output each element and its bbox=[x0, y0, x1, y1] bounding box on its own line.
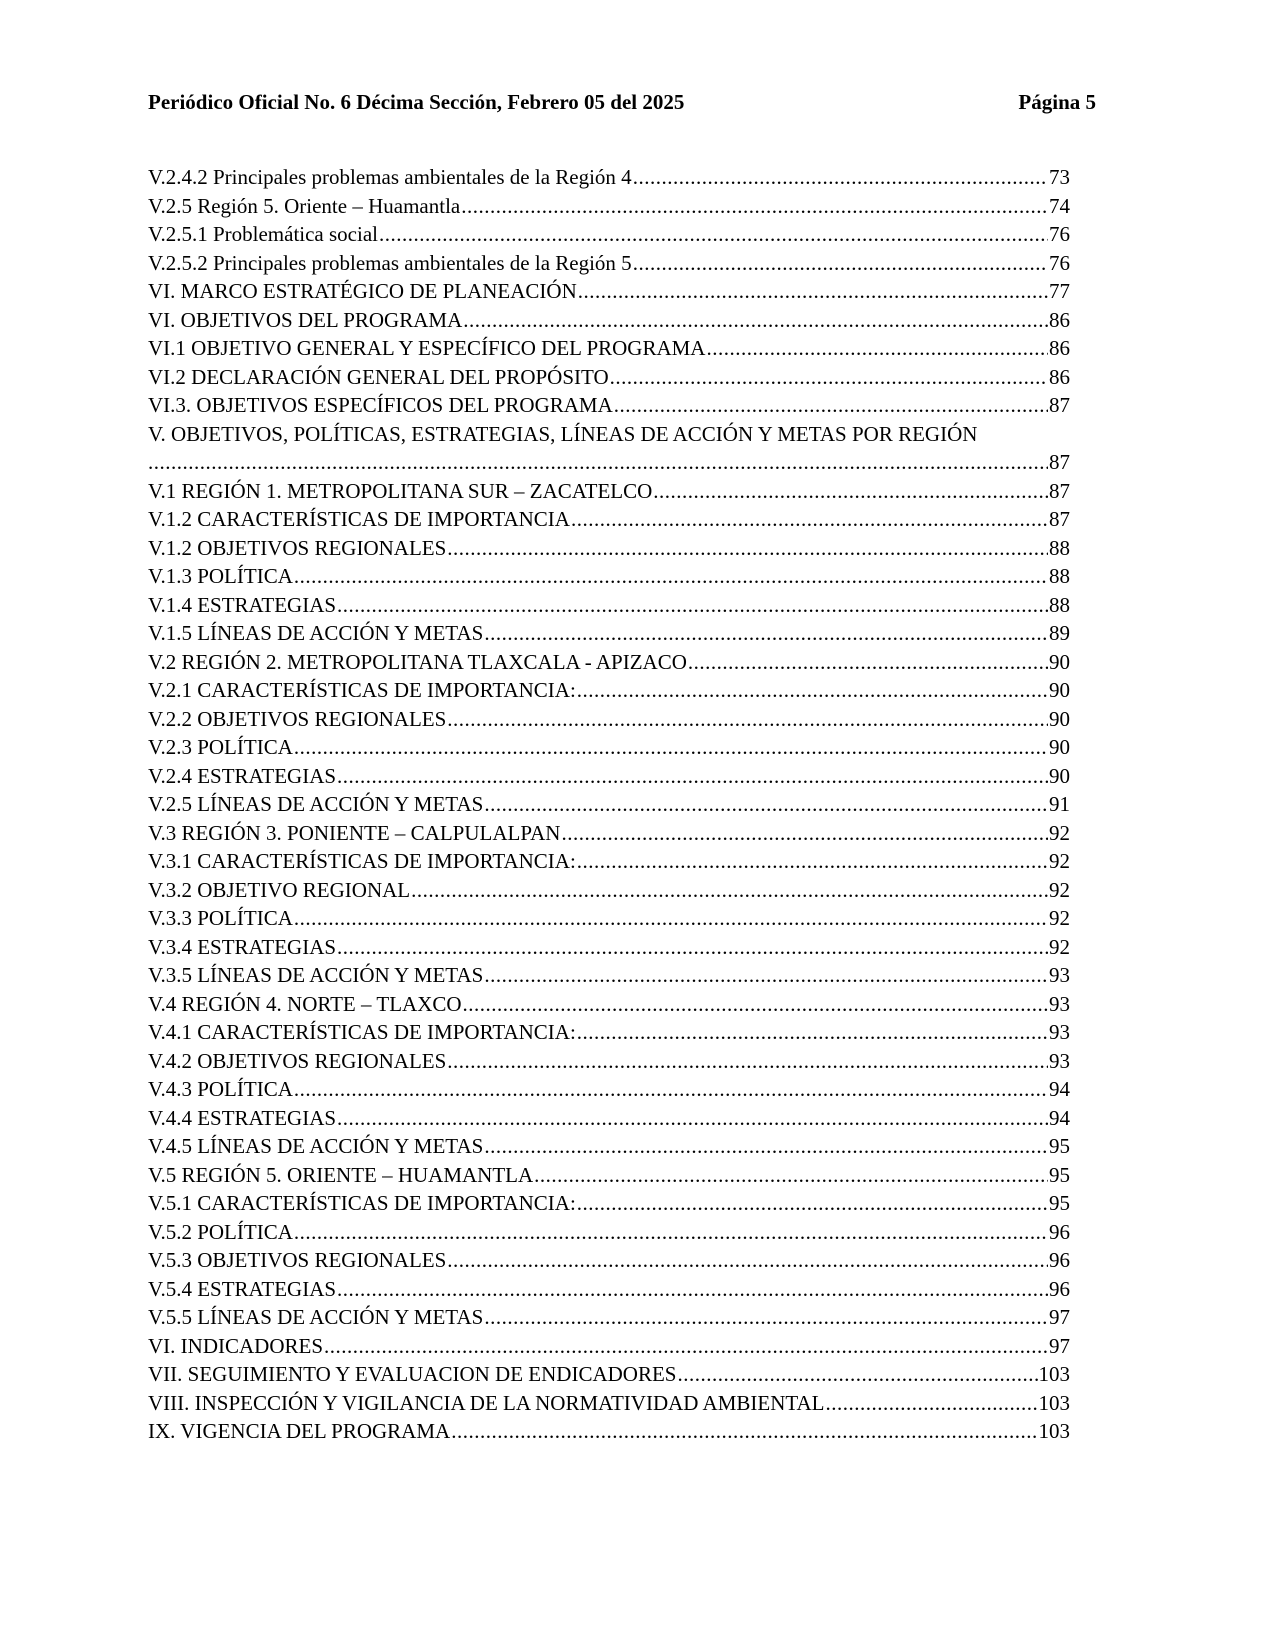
toc-dot-leader bbox=[826, 1389, 1038, 1418]
toc-entry[interactable] bbox=[148, 591, 1070, 620]
toc-dot-leader bbox=[706, 334, 1048, 363]
toc-entry[interactable] bbox=[148, 1075, 1070, 1104]
toc-entry-title: V.2.3 POLÍTICA bbox=[148, 735, 293, 759]
toc-dot-leader bbox=[447, 1047, 1048, 1076]
toc-entry-page: 90 bbox=[1049, 735, 1070, 759]
toc-entry[interactable] bbox=[148, 534, 1070, 563]
toc-dot-leader bbox=[447, 1246, 1048, 1275]
toc-entry-title: V.2.4.2 Principales problemas ambientales de la Región 4 bbox=[148, 165, 632, 189]
toc-entry-page: 88 bbox=[1049, 535, 1070, 560]
toc-entry-title: V.2.4 ESTRATEGIAS bbox=[148, 763, 337, 788]
toc-entry[interactable] bbox=[148, 220, 1070, 249]
toc-dot-leader bbox=[451, 1417, 1037, 1446]
toc-entry[interactable] bbox=[148, 1132, 1070, 1161]
toc-dot-leader bbox=[577, 676, 1048, 705]
toc-entry[interactable] bbox=[148, 1332, 1070, 1361]
toc-entry-page: 90 bbox=[1049, 678, 1070, 702]
toc-dot-leader bbox=[294, 562, 1048, 591]
toc-entry-title: V.5.3 OBJETIVOS REGIONALES bbox=[148, 1248, 447, 1272]
toc-entry-title: VI.1 OBJETIVO GENERAL Y ESPECÍFICO DEL PROGRAMA bbox=[148, 336, 706, 360]
toc-dot-leader bbox=[324, 1332, 1048, 1361]
toc-entry-title: VII. SEGUIMIENTO Y EVALUACION DE ENDICADORES bbox=[148, 1362, 677, 1386]
toc-entry-title: V.5.2 POLÍTICA bbox=[148, 1219, 293, 1244]
toc-entry-title: V.2.5 LÍNEAS DE ACCIÓN Y METAS bbox=[148, 792, 484, 816]
toc-entry[interactable] bbox=[148, 1047, 1070, 1076]
toc-entry[interactable] bbox=[148, 505, 1070, 534]
toc-dot-leader bbox=[379, 220, 1048, 249]
toc-entry[interactable] bbox=[148, 391, 1070, 420]
toc-dot-leader bbox=[688, 648, 1048, 677]
toc-dot-leader bbox=[484, 790, 1048, 819]
toc-dot-leader bbox=[461, 192, 1048, 221]
toc-entry-title: V.3.4 ESTRATEGIAS bbox=[148, 934, 337, 959]
toc-entry-page: 103 bbox=[1038, 1362, 1070, 1386]
toc-dot-leader bbox=[411, 876, 1048, 905]
toc-entry[interactable] bbox=[148, 961, 1070, 990]
toc-entry-page: 88 bbox=[1049, 592, 1070, 617]
toc-entry[interactable] bbox=[148, 1389, 1070, 1418]
toc-entry-page: 92 bbox=[1049, 934, 1070, 959]
toc-entry-title: V.2 REGIÓN 2. METROPOLITANA TLAXCALA - APIZACO bbox=[148, 649, 687, 674]
toc-entry[interactable] bbox=[148, 619, 1070, 648]
toc-dot-leader bbox=[337, 1104, 1048, 1133]
toc-entry-title: V.2.5.2 Principales problemas ambientales de la Región 5 bbox=[148, 250, 632, 275]
toc-dot-leader bbox=[653, 477, 1048, 506]
toc-entry-page: 93 bbox=[1049, 1048, 1070, 1073]
toc-entry-title: V.1.2 CARACTERÍSTICAS DE IMPORTANCIA bbox=[148, 507, 570, 531]
toc-entry[interactable] bbox=[148, 790, 1070, 819]
toc-entry-title: V.4.5 LÍNEAS DE ACCIÓN Y METAS bbox=[148, 1134, 484, 1158]
toc-entry-title: V.4 REGIÓN 4. NORTE – TLAXCO bbox=[148, 991, 462, 1016]
toc-entry[interactable] bbox=[148, 933, 1070, 962]
toc-entry-title: V.3.2 OBJETIVO REGIONAL bbox=[148, 877, 411, 902]
toc-entry-title: V.3.3 POLÍTICA bbox=[148, 906, 293, 930]
toc-entry[interactable] bbox=[148, 705, 1070, 734]
toc-dot-leader bbox=[633, 249, 1048, 278]
table-of-contents bbox=[148, 163, 1070, 1446]
toc-entry-page: 92 bbox=[1049, 820, 1070, 845]
toc-entry[interactable] bbox=[148, 1417, 1070, 1446]
toc-dot-leader bbox=[677, 1360, 1037, 1389]
toc-entry-title: V.2.5 Región 5. Oriente – Huamantla bbox=[148, 193, 461, 218]
toc-entry-page: 103 bbox=[1038, 1390, 1070, 1415]
toc-entry-page: 76 bbox=[1049, 222, 1070, 246]
toc-entry[interactable] bbox=[148, 904, 1070, 933]
toc-entry-page: 93 bbox=[1049, 1020, 1070, 1044]
toc-entry-page: 96 bbox=[1049, 1219, 1070, 1244]
toc-entry-title: VI. MARCO ESTRATÉGICO DE PLANEACIÓN bbox=[148, 279, 577, 303]
toc-entry-page: 95 bbox=[1049, 1162, 1070, 1187]
toc-entry-page: 93 bbox=[1049, 963, 1070, 987]
toc-entry-title: V.4.4 ESTRATEGIAS bbox=[148, 1105, 337, 1130]
toc-entry[interactable] bbox=[148, 648, 1070, 677]
toc-dot-leader bbox=[614, 391, 1048, 420]
toc-entry-page: 87 bbox=[1049, 507, 1070, 531]
toc-entry-page: 90 bbox=[1049, 649, 1070, 674]
toc-entry[interactable] bbox=[148, 1275, 1070, 1304]
toc-entry[interactable] bbox=[148, 562, 1070, 591]
toc-entry-page: 90 bbox=[1049, 706, 1070, 731]
toc-entry[interactable] bbox=[148, 306, 1070, 335]
toc-entry[interactable] bbox=[148, 420, 1070, 477]
page-header bbox=[148, 88, 1096, 116]
toc-entry-page: 90 bbox=[1049, 763, 1070, 788]
toc-entry-title: IX. VIGENCIA DEL PROGRAMA bbox=[148, 1419, 451, 1443]
toc-entry-page: 88 bbox=[1049, 564, 1070, 588]
toc-entry-page: 86 bbox=[1049, 307, 1070, 332]
toc-entry-page: 86 bbox=[1049, 336, 1070, 360]
toc-entry-title: VI.3. OBJETIVOS ESPECÍFICOS DEL PROGRAMA bbox=[148, 393, 613, 417]
toc-entry-page: 97 bbox=[1049, 1333, 1070, 1358]
toc-entry-page: 94 bbox=[1049, 1077, 1070, 1101]
toc-entry-title: V.3.5 LÍNEAS DE ACCIÓN Y METAS bbox=[148, 963, 484, 987]
toc-entry[interactable] bbox=[148, 163, 1070, 192]
toc-entry-page: 93 bbox=[1049, 991, 1070, 1016]
toc-entry-continuation bbox=[148, 448, 1070, 477]
toc-entry-page: 94 bbox=[1049, 1105, 1070, 1130]
toc-entry[interactable] bbox=[148, 819, 1070, 848]
toc-entry[interactable] bbox=[148, 990, 1070, 1019]
toc-dot-leader bbox=[337, 1275, 1048, 1304]
toc-entry-title: VI. OBJETIVOS DEL PROGRAMA bbox=[148, 307, 463, 332]
toc-entry-title: V.3.1 CARACTERÍSTICAS DE IMPORTANCIA: bbox=[148, 849, 576, 873]
toc-entry[interactable] bbox=[148, 1161, 1070, 1190]
toc-dot-leader bbox=[294, 904, 1048, 933]
toc-entry-title: V.1 REGIÓN 1. METROPOLITANA SUR – ZACATELCO bbox=[148, 478, 653, 503]
toc-entry-page: 87 bbox=[1049, 450, 1070, 474]
toc-entry-page: 96 bbox=[1049, 1276, 1070, 1301]
toc-entry-page: 87 bbox=[1049, 478, 1070, 503]
toc-entry[interactable] bbox=[148, 676, 1070, 705]
toc-entry-title: V.5.4 ESTRATEGIAS bbox=[148, 1276, 337, 1301]
toc-entry[interactable] bbox=[148, 1360, 1070, 1389]
toc-entry-page: 97 bbox=[1049, 1305, 1070, 1329]
toc-entry-title: VI.2 DECLARACIÓN GENERAL DEL PROPÓSITO bbox=[148, 364, 609, 389]
toc-entry-page: 91 bbox=[1049, 792, 1070, 816]
toc-dot-leader bbox=[337, 591, 1048, 620]
page-number: Página 5 bbox=[1018, 90, 1096, 114]
toc-entry[interactable] bbox=[148, 1018, 1070, 1047]
toc-entry-title: V.1.5 LÍNEAS DE ACCIÓN Y METAS bbox=[148, 621, 484, 645]
toc-entry-page: 89 bbox=[1049, 621, 1070, 645]
toc-dot-leader bbox=[534, 1161, 1048, 1190]
toc-entry[interactable] bbox=[148, 876, 1070, 905]
toc-dot-leader bbox=[577, 1189, 1048, 1218]
toc-dot-leader bbox=[484, 1303, 1048, 1332]
toc-dot-leader bbox=[610, 363, 1048, 392]
toc-entry-title: V.2.2 OBJETIVOS REGIONALES bbox=[148, 706, 447, 731]
toc-entry-title: V.1.2 OBJETIVOS REGIONALES bbox=[148, 535, 447, 560]
toc-entry[interactable] bbox=[148, 733, 1070, 762]
toc-entry-page: 103 bbox=[1038, 1419, 1070, 1443]
toc-entry-page: 86 bbox=[1049, 364, 1070, 389]
toc-entry[interactable] bbox=[148, 363, 1070, 392]
toc-entry-page: 92 bbox=[1049, 877, 1070, 902]
toc-dot-leader bbox=[337, 933, 1048, 962]
toc-entry-title: V.5.5 LÍNEAS DE ACCIÓN Y METAS bbox=[148, 1305, 484, 1329]
toc-entry-title: V.3 REGIÓN 3. PONIENTE – CALPULALPAN bbox=[148, 820, 561, 845]
toc-dot-leader bbox=[294, 1075, 1048, 1104]
toc-entry-title: V.4.3 POLÍTICA bbox=[148, 1077, 293, 1101]
toc-entry-page: 92 bbox=[1049, 849, 1070, 873]
toc-dot-leader bbox=[463, 306, 1048, 335]
toc-entry-title: V. OBJETIVOS, POLÍTICAS, ESTRATEGIAS, LÍNEAS DE ACCIÓN Y METAS POR REGIÓN bbox=[148, 421, 978, 446]
toc-dot-leader bbox=[633, 163, 1048, 192]
toc-entry-page: 87 bbox=[1049, 393, 1070, 417]
toc-entry-title: V.1.3 POLÍTICA bbox=[148, 564, 293, 588]
toc-entry-page: 76 bbox=[1049, 250, 1070, 275]
toc-dot-leader bbox=[484, 619, 1048, 648]
toc-entry-title: V.2.1 CARACTERÍSTICAS DE IMPORTANCIA: bbox=[148, 678, 576, 702]
toc-entry-page: 77 bbox=[1049, 279, 1070, 303]
toc-entry-title: V.5.1 CARACTERÍSTICAS DE IMPORTANCIA: bbox=[148, 1191, 576, 1215]
toc-entry[interactable] bbox=[148, 1303, 1070, 1332]
toc-entry-page: 74 bbox=[1049, 193, 1070, 218]
toc-dot-leader bbox=[463, 990, 1048, 1019]
toc-entry-title: V.5 REGIÓN 5. ORIENTE – HUAMANTLA bbox=[148, 1162, 534, 1187]
toc-entry-page: 96 bbox=[1049, 1248, 1070, 1272]
toc-dot-leader bbox=[484, 961, 1048, 990]
toc-entry-title: V.2.5.1 Problemática social bbox=[148, 222, 378, 246]
toc-entry[interactable] bbox=[148, 1246, 1070, 1275]
toc-dot-leader bbox=[561, 819, 1048, 848]
toc-entry[interactable] bbox=[148, 1189, 1070, 1218]
toc-entry-title: V.4.2 OBJETIVOS REGIONALES bbox=[148, 1048, 447, 1073]
toc-dot-leader bbox=[571, 505, 1048, 534]
toc-entry[interactable] bbox=[148, 334, 1070, 363]
toc-dot-leader bbox=[577, 847, 1048, 876]
toc-entry[interactable] bbox=[148, 277, 1070, 306]
toc-entry[interactable] bbox=[148, 249, 1070, 278]
toc-dot-leader bbox=[148, 448, 1048, 477]
toc-entry-page: 73 bbox=[1049, 165, 1070, 189]
toc-entry-title: V.4.1 CARACTERÍSTICAS DE IMPORTANCIA: bbox=[148, 1020, 576, 1044]
toc-dot-leader bbox=[484, 1132, 1048, 1161]
toc-entry-title: VI. INDICADORES bbox=[148, 1333, 323, 1358]
toc-entry-title: V.1.4 ESTRATEGIAS bbox=[148, 592, 337, 617]
toc-entry[interactable] bbox=[148, 847, 1070, 876]
toc-entry-page: 92 bbox=[1049, 906, 1070, 930]
toc-entry-page: 95 bbox=[1049, 1134, 1070, 1158]
toc-dot-leader bbox=[447, 705, 1048, 734]
toc-dot-leader bbox=[447, 534, 1048, 563]
toc-entry[interactable] bbox=[148, 762, 1070, 791]
toc-entry[interactable] bbox=[148, 1218, 1070, 1247]
toc-entry-title: VIII. INSPECCIÓN Y VIGILANCIA DE LA NORMATIVIDAD AMBIENTAL bbox=[148, 1390, 825, 1415]
publication-title: Periódico Oficial No. 6 Décima Sección, Febrero 05 del 2025 bbox=[148, 90, 685, 114]
toc-dot-leader bbox=[294, 1218, 1048, 1247]
toc-dot-leader bbox=[577, 1018, 1048, 1047]
toc-entry[interactable] bbox=[148, 192, 1070, 221]
toc-dot-leader bbox=[578, 277, 1048, 306]
toc-dot-leader bbox=[294, 733, 1048, 762]
toc-entry-page: 95 bbox=[1049, 1191, 1070, 1215]
toc-entry[interactable] bbox=[148, 477, 1070, 506]
toc-entry[interactable] bbox=[148, 1104, 1070, 1133]
toc-dot-leader bbox=[337, 762, 1048, 791]
